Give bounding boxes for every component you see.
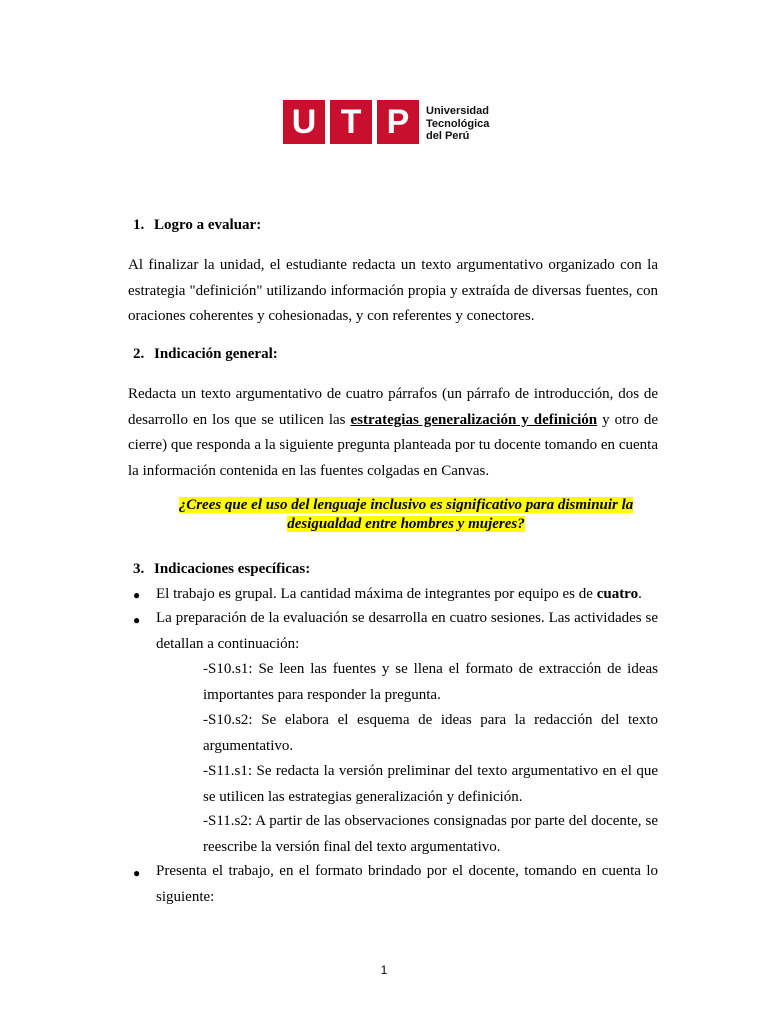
logo-name-line-3: del Perú bbox=[426, 130, 470, 142]
logo-name-line-2: Tecnológica bbox=[426, 117, 490, 130]
section-2-title: Indicación general: bbox=[154, 346, 278, 362]
section-1-number: 1. bbox=[133, 217, 145, 233]
logo-letter-u: U bbox=[283, 100, 325, 144]
logo-university-name bbox=[426, 105, 489, 143]
list-item-group-work: El trabajo es grupal. La cantidad máxima de integrantes por equipo es de cuatro. bbox=[156, 586, 642, 602]
session-s10-s2: -S10.s2: Se elabora el esquema de ideas para la redacción del texto argumentativo. bbox=[203, 712, 658, 754]
bullet-icon: ● bbox=[133, 613, 141, 627]
section-3-title: Indicaciones específicas: bbox=[154, 561, 311, 577]
section-2-body bbox=[128, 382, 658, 484]
logo-name-line-1: Universidad bbox=[426, 105, 489, 117]
section-3-number: 3. bbox=[133, 561, 145, 577]
section-1-title: Logro a evaluar: bbox=[154, 217, 262, 233]
session-s11-s1: -S11.s1: Se redacta la versión preliminar del texto argumentativo en el que se utilicen las estrategias generalización y definición. bbox=[203, 763, 658, 805]
section-2-heading bbox=[133, 346, 278, 363]
page-number: 1 bbox=[380, 963, 388, 977]
logo-letter-t: T bbox=[330, 100, 372, 144]
question-line-1: ¿Crees que el uso del lenguaje inclusivo es significativo para disminuir la bbox=[178, 497, 634, 513]
list-item-format: Presenta el trabajo, en el formato brindado por el docente, tomando en cuenta lo siguiente: bbox=[156, 863, 658, 905]
logo-letter-p: P bbox=[377, 100, 419, 144]
bullet-icon: ● bbox=[133, 588, 141, 602]
session-s10-s1: -S10.s1: Se leen las fuentes y se llena el formato de extracción de ideas importantes para responder la pregunta. bbox=[203, 661, 658, 703]
section-3-heading bbox=[133, 561, 310, 578]
guiding-question bbox=[128, 496, 684, 534]
utp-logo bbox=[283, 100, 488, 144]
section-2-number: 2. bbox=[133, 346, 145, 362]
max-members-value: cuatro bbox=[596, 586, 639, 602]
question-line-2: desigualdad entre hombres y mujeres? bbox=[287, 516, 525, 532]
strategies-emphasis: estrategias generalización y definición bbox=[350, 411, 598, 428]
section-2-body-start: Redacta un texto argumentativo de cuatro párrafos (un párrafo de introducción, dos de desarrollo en los que se utilicen las bbox=[128, 386, 658, 428]
bullet-icon: ● bbox=[133, 866, 141, 880]
session-s11-s2: -S11.s2: A partir de las observaciones consignadas por parte del docente, se reescribe la versión final del texto argumentativo. bbox=[203, 813, 658, 855]
section-1-heading bbox=[133, 217, 261, 234]
section-2-body-end: y otro de cierre) que responda a la siguiente pregunta planteada por tu docente tomando en cuenta la información contenida en las fuentes colgadas en Canvas. bbox=[128, 411, 658, 479]
section-1-body: Al finalizar la unidad, el estudiante redacta un texto argumentativo organizado con la estrategia "definición" utilizando información propia y extraída de diversas fuentes, con oraciones coherentes y cohesionadas, y con referentes y conectores. bbox=[128, 257, 658, 324]
list-item-sessions: La preparación de la evaluación se desarrolla en cuatro sesiones. Las actividades se detallan a continuación: bbox=[156, 610, 658, 652]
